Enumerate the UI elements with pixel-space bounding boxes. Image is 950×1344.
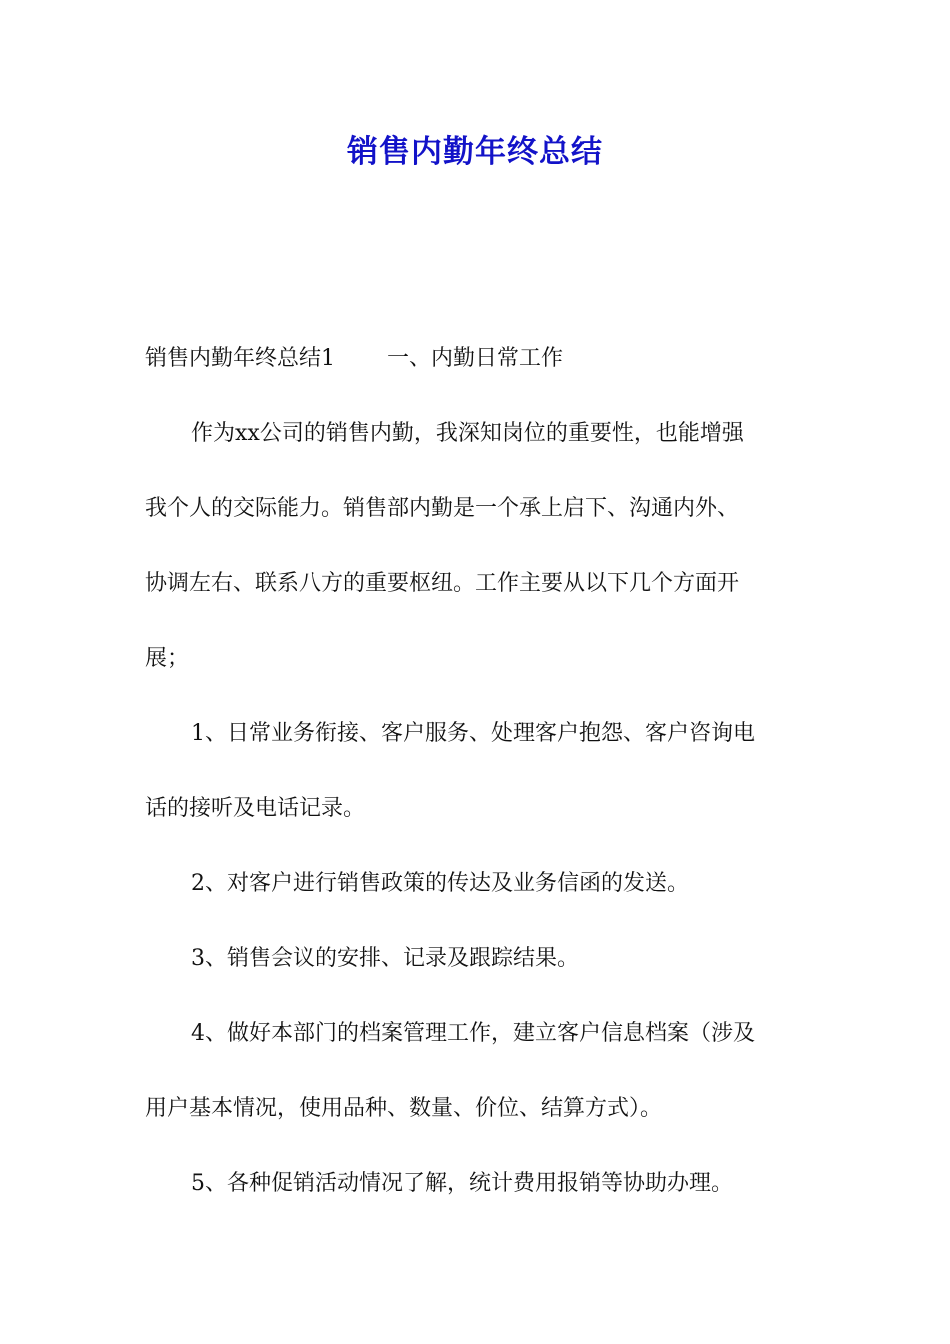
section-heading-line — [145, 333, 810, 408]
paragraph-line: 作为xx公司的销售内勤，我深知岗位的重要性，也能增强 — [191, 421, 744, 446]
paragraph-line: 我个人的交际能力。销售部内勤是一个承上启下、沟通内外、 — [145, 496, 740, 521]
list-item-line: 用户基本情况，使用品种、数量、价位、结算方式）。 — [145, 1096, 663, 1121]
list-item-line: 话的接听及电话记录。 — [145, 796, 366, 821]
list-item-line: 1、日常业务衔接、客户服务、处理客户抱怨、客户咨询电 — [191, 721, 755, 746]
paragraph-line: 展； — [145, 646, 190, 671]
list-item-line: 2、对客户进行销售政策的传达及业务信函的发送。 — [191, 871, 689, 896]
document-title: 销售内勤年终总结 — [347, 134, 603, 170]
document-body — [145, 333, 810, 1233]
list-item-line: 4、做好本部门的档案管理工作，建立客户信息档案（涉及 — [191, 1021, 755, 1046]
section-heading: 一、内勤日常工作 — [387, 346, 564, 371]
paragraph-line: 协调左右、联系八方的重要枢纽。工作主要从以下几个方面开 — [145, 571, 740, 596]
list-item-line: 3、销售会议的安排、记录及跟踪结果。 — [191, 946, 579, 971]
list-item-line: 5、各种促销活动情况了解，统计费用报销等协助办理。 — [191, 1171, 733, 1196]
summary-heading: 销售内勤年终总结1 — [145, 346, 335, 371]
